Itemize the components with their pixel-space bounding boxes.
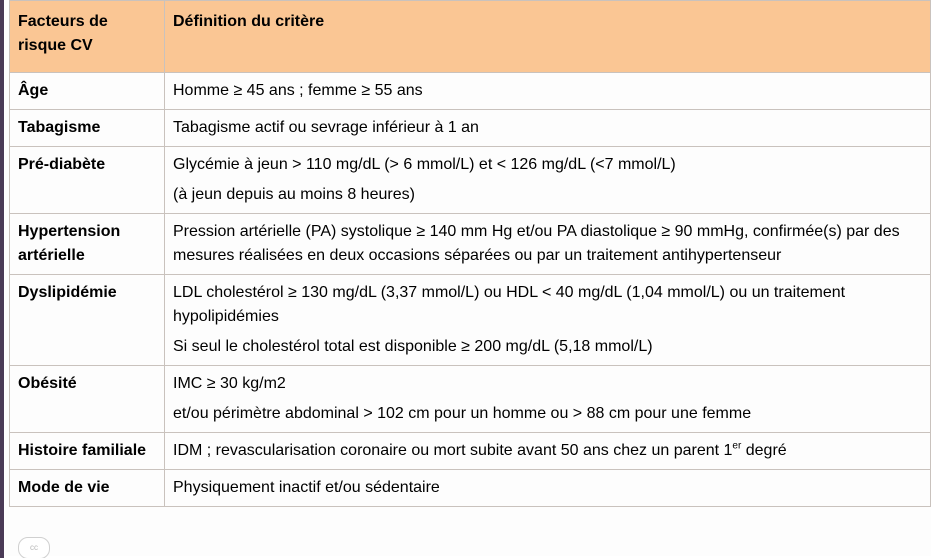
definition-cell: IDM ; revascularisation coronaire ou mort subite avant 50 ans chez un parent 1er degré [165, 433, 931, 470]
table-row [10, 433, 931, 470]
factor-cell: Obésité [10, 366, 165, 433]
definition-cell: Tabagisme actif ou sevrage inférieur à 1 an [165, 110, 931, 147]
header-factor: Facteurs de risque CV [10, 1, 165, 73]
factor-cell: Hypertension artérielle [10, 214, 165, 275]
cc-badge: cc [18, 537, 50, 558]
table-row [10, 214, 931, 275]
slide-edge-bar [0, 0, 4, 558]
definition-cell: Physiquement inactif et/ou sédentaire [165, 470, 931, 507]
factor-cell: Histoire familiale [10, 433, 165, 470]
header-definition: Définition du critère [165, 1, 931, 73]
factor-cell: Dyslipidémie [10, 275, 165, 366]
superscript: er [732, 440, 742, 452]
table-row [10, 147, 931, 214]
definition-cell: IMC ≥ 30 kg/m2 et/ou périmètre abdominal > 102 cm pour un homme ou > 88 cm pour une femme [165, 366, 931, 433]
factor-cell: Âge [10, 73, 165, 110]
factor-cell: Tabagisme [10, 110, 165, 147]
factor-cell: Pré-diabète [10, 147, 165, 214]
factor-cell: Mode de vie [10, 470, 165, 507]
table-row [10, 470, 931, 507]
table-row [10, 275, 931, 366]
table-header-row [10, 1, 931, 73]
definition-cell: Glycémie à jeun > 110 mg/dL (> 6 mmol/L) et < 126 mg/dL (<7 mmol/L) (à jeun depuis au moins 8 heures) [165, 147, 931, 214]
table-row [10, 73, 931, 110]
definition-cell: Pression artérielle (PA) systolique ≥ 140 mm Hg et/ou PA diastolique ≥ 90 mmHg, confirmée(s) par des mesures réalisées en deux occasions séparées ou par un traitement antihypertenseur [165, 214, 931, 275]
table-row [10, 110, 931, 147]
definition-cell: LDL cholestérol ≥ 130 mg/dL (3,37 mmol/L) ou HDL < 40 mg/dL (1,04 mmol/L) ou un traitement hypolipidémies Si seul le cholestérol total est disponible ≥ 200 mg/dL (5,18 mmol/L) [165, 275, 931, 366]
definition-cell: Homme ≥ 45 ans ; femme ≥ 55 ans [165, 73, 931, 110]
table-row [10, 366, 931, 433]
risk-factors-table [9, 0, 931, 507]
